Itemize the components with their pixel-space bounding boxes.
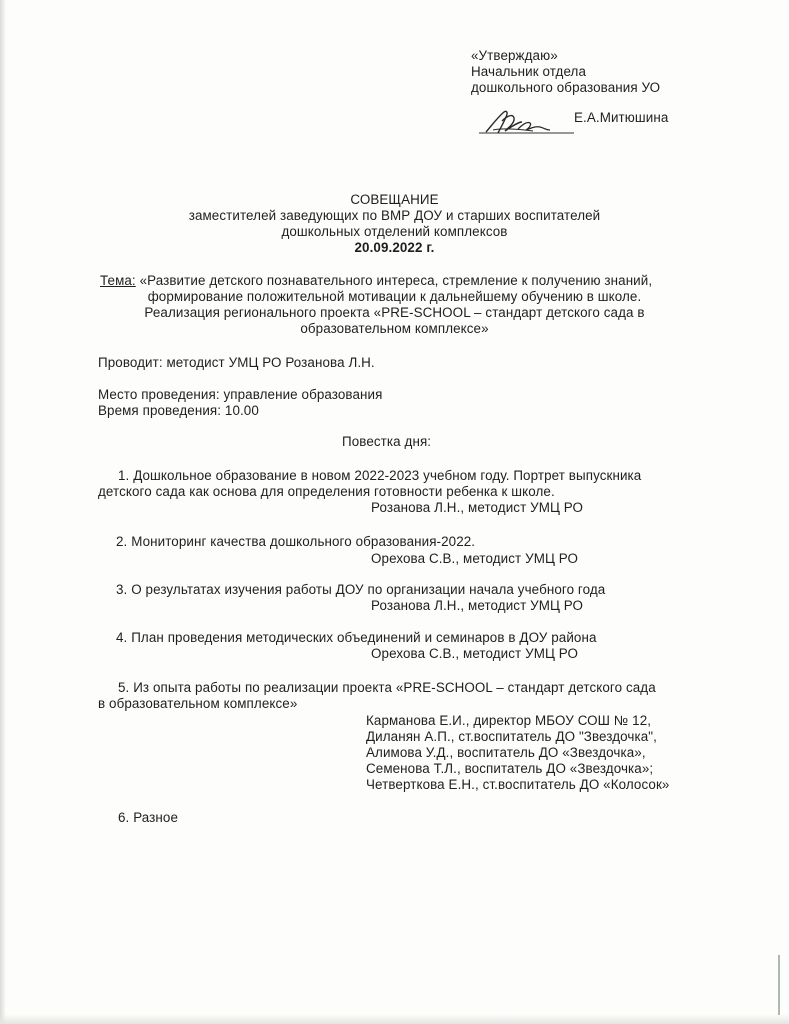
agenda-item-5-speaker-2: Диланян А.П., ст.воспитатель ДО "Звездочка",: [366, 729, 657, 744]
scan-edge-left: [0, 0, 6, 1024]
agenda-item-2-speaker: Орехова С.В., методист УМЦ РО: [371, 551, 579, 566]
host-line: Проводит: методист УМЦ РО Розанова Л.Н.: [98, 355, 375, 370]
agenda-item-5-speaker-1: Карманова Е.И., директор МБОУ СОШ № 12,: [366, 713, 652, 728]
agenda-item-3-line-1: 3. О результатах изучения работы ДОУ по организации начала учебного года: [116, 582, 606, 597]
agenda-item-5-speaker-5: Четверткова Е.Н., ст.воспитатель ДО «Колосок»: [366, 777, 670, 792]
agenda-item-6: 6. Разное: [118, 810, 179, 825]
agenda-item-5-speaker-4: Семенова Т.Л., воспитатель ДО «Звездочка»;: [366, 761, 654, 776]
agenda-item-4-speaker: Орехова С.В., методист УМЦ РО: [371, 646, 579, 661]
scan-artifact: [778, 955, 780, 1015]
signature-icon: [478, 109, 576, 137]
topic-text-1: «Развитие детского познавательного интереса, стремление к получению знаний,: [135, 273, 653, 288]
doc-title: СОВЕЩАНИЕ: [350, 192, 439, 207]
approval-signer: Е.А.Митюшина: [574, 110, 669, 125]
approval-line-2: Начальник отдела: [471, 64, 587, 79]
agenda-item-5-line-2: в образовательном комплексе»: [98, 696, 298, 711]
doc-subtitle-line-2: дошкольных отделений комплексов: [281, 224, 508, 239]
approval-line-3: дошкольного образования УО: [471, 80, 661, 95]
topic-line-2: формирование положительной мотивации к дальнейшему обучению в школе.: [147, 289, 642, 304]
topic-line-1: [100, 273, 652, 289]
doc-subtitle-line-1: заместителей заведующих по ВМР ДОУ и старших воспитателей: [188, 208, 601, 223]
topic-label: Тема:: [100, 273, 136, 288]
topic-line-4: образовательном комплексе»: [300, 321, 489, 336]
time-line: Время проведения: 10.00: [98, 403, 259, 418]
agenda-item-1-speaker: Розанова Л.Н., методист УМЦ РО: [371, 500, 584, 515]
agenda-item-1-line-1: 1. Дошкольное образование в новом 2022-2023 учебном году. Портрет выпускника: [118, 468, 642, 483]
scan-edge-bottom: [0, 1014, 789, 1024]
agenda-item-5-line-1: 5. Из опыта работы по реализации проекта «PRE-SCHOOL – стандарт детского сада: [118, 680, 656, 695]
agenda-item-4-line-1: 4. План проведения методических объединений и семинаров в ДОУ района: [116, 630, 597, 645]
agenda-heading: Повестка дня:: [342, 434, 432, 449]
agenda-item-1-line-2: детского сада как основа для определения готовности ребенка к школе.: [98, 484, 555, 499]
agenda-item-3-speaker: Розанова Л.Н., методист УМЦ РО: [371, 598, 584, 613]
doc-date: 20.09.2022 г.: [354, 240, 435, 255]
agenda-item-5-speaker-3: Алимова У.Д., воспитатель ДО «Звездочка»,: [366, 745, 646, 760]
approval-line-1: «Утверждаю»: [471, 48, 558, 63]
agenda-item-2-line-1: 2. Мониторинг качества дошкольного образования-2022.: [116, 534, 476, 549]
venue-line: Место проведения: управление образования: [98, 387, 383, 402]
topic-line-3: Реализация регионального проекта «PRE-SCHOOL – стандарт детского сада в: [144, 305, 645, 320]
